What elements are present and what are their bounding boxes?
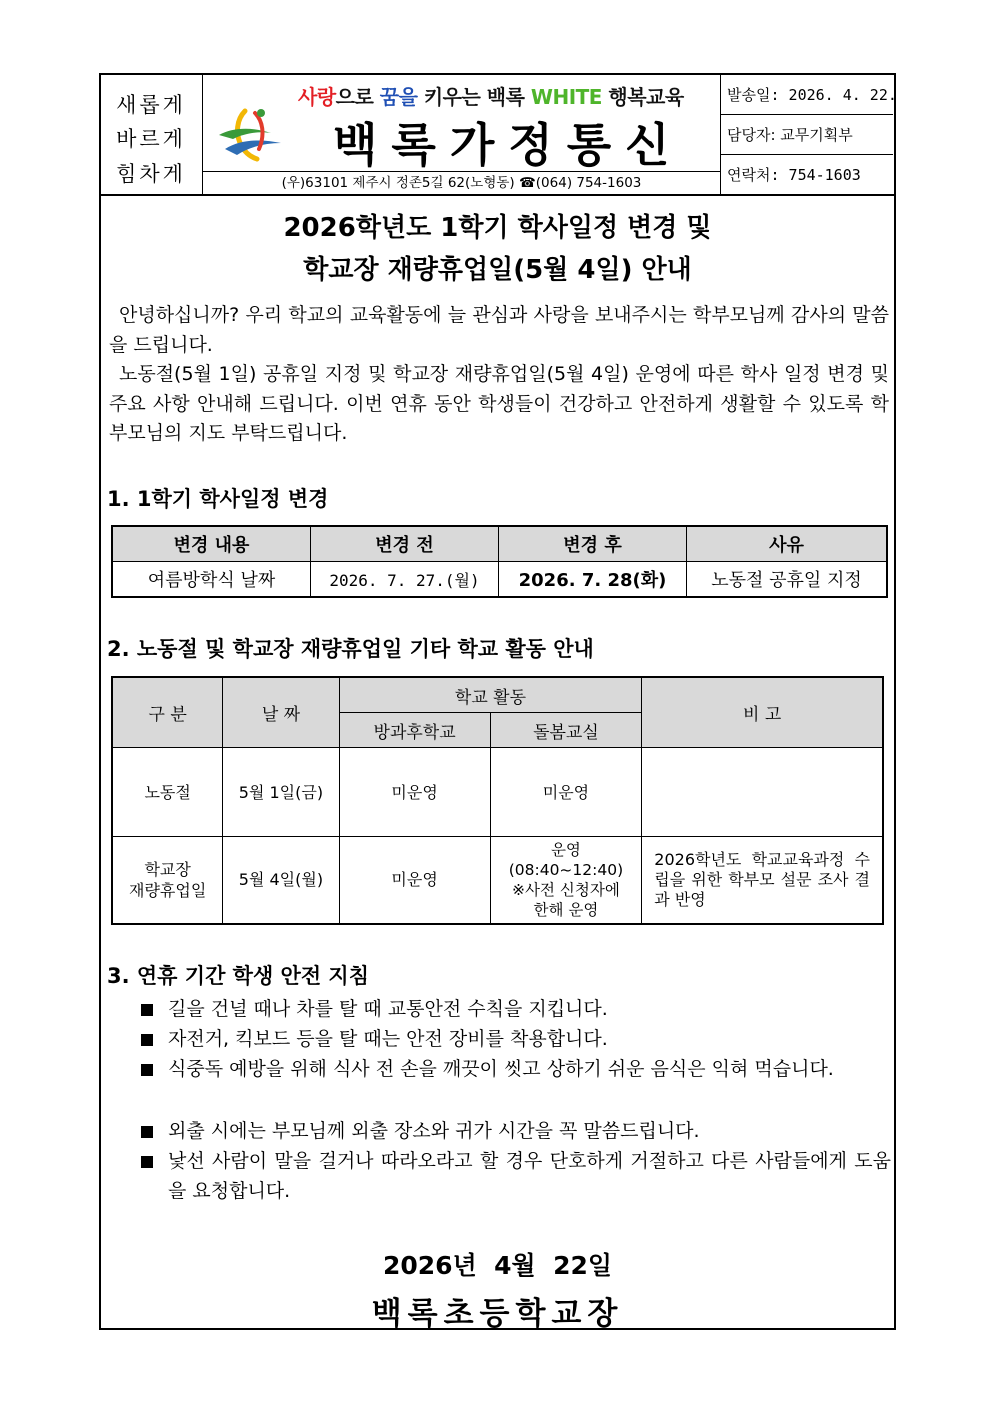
cell-line: 재량휴업일 xyxy=(129,880,207,900)
table-cell: 2026학년도 학교교육과정 수립을 위한 학부모 설문 조사 결과 반영 xyxy=(642,837,883,924)
list-item-text: 길을 건널 때나 차를 탈 때 교통안전 수칙을 지킵니다. xyxy=(168,998,608,1020)
document-title-line2: 학교장 재량휴업일(5월 4일) 안내 xyxy=(303,255,692,285)
cell-line: 한해 운영 xyxy=(533,900,599,919)
table-row xyxy=(112,837,883,924)
cell-line: 운영 xyxy=(550,840,581,859)
table-cell: 2026. 7. 28(화) xyxy=(499,562,687,598)
table-header: 사유 xyxy=(687,526,888,562)
intro-paragraph: 안녕하십니까? 우리 학교의 교육활동에 늘 관심과 사랑을 보내주시는 학부모님께 감사의 말씀을 드립니다. xyxy=(109,304,889,356)
table-header: 방과후학교 xyxy=(339,713,490,748)
motto-line: 새롭게 xyxy=(116,93,186,117)
section-heading: 1. 1학기 학사일정 변경 xyxy=(107,487,329,511)
issue-info xyxy=(720,75,897,194)
square-bullet-icon xyxy=(141,1064,153,1076)
list-item xyxy=(141,1147,891,1206)
section-heading: 2. 노동절 및 학교장 재량휴업일 기타 학교 활동 안내 xyxy=(107,637,594,661)
square-bullet-icon xyxy=(141,1034,153,1046)
table-cell: 여름방학식 날짜 xyxy=(112,562,311,598)
table-cell: 미운영 xyxy=(490,748,642,837)
slogan-love: 사랑 xyxy=(298,85,336,109)
slogan xyxy=(298,81,684,110)
table-cell xyxy=(112,837,223,924)
table-cell: 5월 4일(월) xyxy=(223,837,339,924)
list-item-text: 낯선 사람이 말을 걸거나 따라오라고 할 경우 단호하게 거절하고 다른 사람들에게 도움을 요청합니다. xyxy=(168,1150,891,1202)
table-cell: 미운영 xyxy=(339,837,490,924)
slogan-text: 으로 xyxy=(335,85,380,109)
table-cell: 미운영 xyxy=(339,748,490,837)
document-title-line1: 2026학년도 1학기 학사일정 변경 및 xyxy=(283,213,712,243)
newsletter-page xyxy=(99,73,896,1330)
table-cell: 5월 1일(금) xyxy=(223,748,339,837)
square-bullet-icon xyxy=(141,1126,153,1138)
intro-paragraph: 노동절(5월 1일) 공휴일 지정 및 학교장 재량휴업일(5월 4일) 운영에 따른 학사 일정 변경 및 주요 사항 안내해 드립니다. 이번 연휴 동안 학생들이 건강하고 안전하게 생활할 수 있도록 학부모님의 지도 부탁드립니다. xyxy=(109,363,889,444)
holiday-activity-table xyxy=(111,676,884,925)
cell-line: (08:40~12:40) xyxy=(508,860,624,879)
table-row xyxy=(112,562,887,598)
list-item xyxy=(141,1055,891,1085)
contact-phone: 연락처: 754-1603 xyxy=(727,166,861,184)
slogan-text: 행복교육 xyxy=(601,85,684,109)
table-header: 학교 활동 xyxy=(339,677,642,713)
school-address: (우)63101 제주시 정존5길 62(노형동) ☎(064) 754-1603 xyxy=(203,171,720,194)
list-item-text: 식중독 예방을 위해 식사 전 손을 깨끗이 씻고 상하기 쉬운 음식은 익혀 먹습니다. xyxy=(168,1058,834,1080)
issue-date: 발송일: 2026. 4. 22. xyxy=(721,75,893,115)
table-header: 변경 후 xyxy=(499,526,687,562)
table-cell xyxy=(490,837,642,924)
table-header: 돌봄교실 xyxy=(490,713,642,748)
table-cell: 노동절 공휴일 지정 xyxy=(687,562,888,598)
list-item xyxy=(141,1025,891,1055)
school-logo-icon xyxy=(215,105,287,163)
table-header: 변경 전 xyxy=(311,526,499,562)
table-header: 날 짜 xyxy=(223,677,339,748)
principal-signature: 백록초등학교장 xyxy=(371,1296,624,1332)
slogan-dream: 꿈을 xyxy=(379,85,418,109)
table-header: 구 분 xyxy=(112,677,223,748)
masthead xyxy=(203,75,720,194)
slogan-text: 키우는 백록 xyxy=(417,85,531,109)
square-bullet-icon xyxy=(141,1156,153,1168)
section-heading: 3. 연휴 기간 학생 안전 지침 xyxy=(107,964,370,988)
table-header: 비 고 xyxy=(642,677,883,748)
table-header: 변경 내용 xyxy=(112,526,311,562)
issue-date-footer: 2026년 4월 22일 xyxy=(382,1251,613,1280)
table-header-row xyxy=(112,677,883,713)
newsletter-title: 백록가정통신 xyxy=(333,118,684,172)
square-bullet-icon xyxy=(141,1004,153,1016)
table-row xyxy=(112,748,883,837)
list-item-text: 자전거, 킥보드 등을 탈 때는 안전 장비를 착용합니다. xyxy=(168,1028,608,1050)
newsletter-header xyxy=(101,75,897,196)
motto-line: 힘차게 xyxy=(116,162,186,186)
table-header-row xyxy=(112,526,887,562)
list-item xyxy=(141,995,891,1025)
list-item-text: 외출 시에는 부모님께 외출 장소와 귀가 시간을 꼭 말씀드립니다. xyxy=(168,1120,700,1142)
cell-line: ※사전 신청자에 xyxy=(512,880,620,899)
table-cell: 노동절 xyxy=(112,748,223,837)
slogan-white: WHITE xyxy=(530,85,602,109)
table-cell: 2026. 7. 27.(월) xyxy=(311,562,499,598)
motto-line: 바르게 xyxy=(116,127,186,151)
cell-line: 학교장 xyxy=(144,859,191,879)
contact-person: 담당자: 교무기획부 xyxy=(721,115,893,155)
list-item xyxy=(141,1117,891,1147)
table-cell xyxy=(642,748,883,837)
school-motto xyxy=(101,75,203,194)
schedule-change-table xyxy=(111,525,888,598)
